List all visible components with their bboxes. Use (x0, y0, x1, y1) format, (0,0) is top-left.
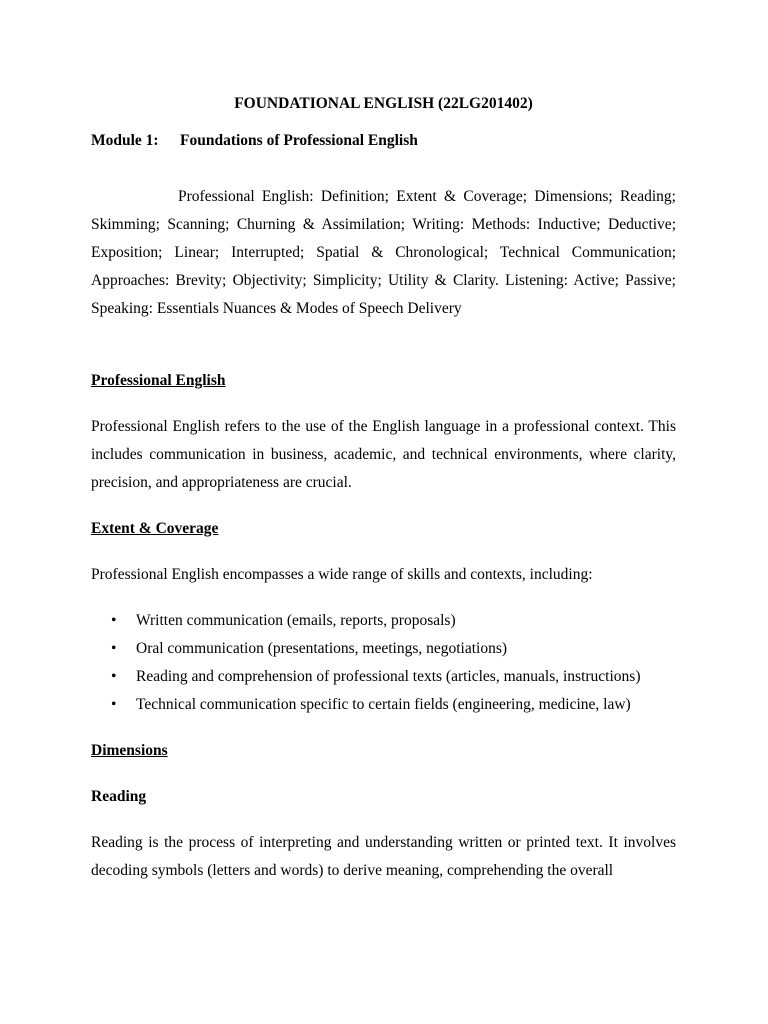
bullet-icon: • (111, 668, 117, 685)
list-item-text: Written communication (emails, reports, proposals) (136, 612, 456, 629)
list-item-text: Oral communication (presentations, meetings, negotiations) (136, 640, 508, 657)
extent-coverage-intro: Professional English encompasses a wide range of skills and contexts, including: (91, 566, 593, 583)
bullet-icon: • (111, 696, 117, 713)
module-number: Module 1: (91, 132, 159, 149)
heading-reading: Reading (91, 788, 147, 805)
list-item (91, 607, 676, 635)
list-item (91, 663, 676, 691)
document-title: FOUNDATIONAL ENGLISH (22LG201402) (234, 95, 533, 112)
professional-english-paragraph: Professional English refers to the use of the English language in a professional context. This includes communication in business, academic, and technical environments, where clarity, precision, and appropriateness are crucial. (91, 418, 676, 491)
list-item-text: Reading and comprehension of professional texts (articles, manuals, instructions) (136, 668, 641, 685)
extent-coverage-list (91, 607, 676, 719)
list-item (91, 635, 676, 663)
heading-extent-coverage: Extent & Coverage (91, 520, 219, 537)
module-name: Foundations of Professional English (180, 132, 418, 149)
module-heading (91, 127, 676, 155)
heading-professional-english: Professional English (91, 372, 226, 389)
list-item-text: Technical communication specific to certain fields (engineering, medicine, law) (136, 696, 631, 713)
bullet-icon: • (111, 640, 117, 657)
bullet-icon: • (111, 612, 117, 629)
heading-dimensions: Dimensions (91, 742, 168, 759)
reading-paragraph: Reading is the process of interpreting and understanding written or printed text. It involves decoding symbols (letters and words) to derive meaning, comprehending the overall (91, 834, 676, 879)
list-item (91, 691, 676, 719)
syllabus-paragraph: Professional English: Definition; Extent & Coverage; Dimensions; Reading; Skimming; Scanning; Churning & Assimilation; Writing: Methods: Inductive; Deductive; Exposition; Linear; Interrupted; Spatial & Chronological; Technical Communication; Approaches: Brevity; Objectivity; Simplicity; Utility & Clarity. Listening: Active; Passive; Speaking: Essentials Nuances & Modes of Speech Delivery (91, 188, 676, 317)
document-content (91, 90, 676, 903)
